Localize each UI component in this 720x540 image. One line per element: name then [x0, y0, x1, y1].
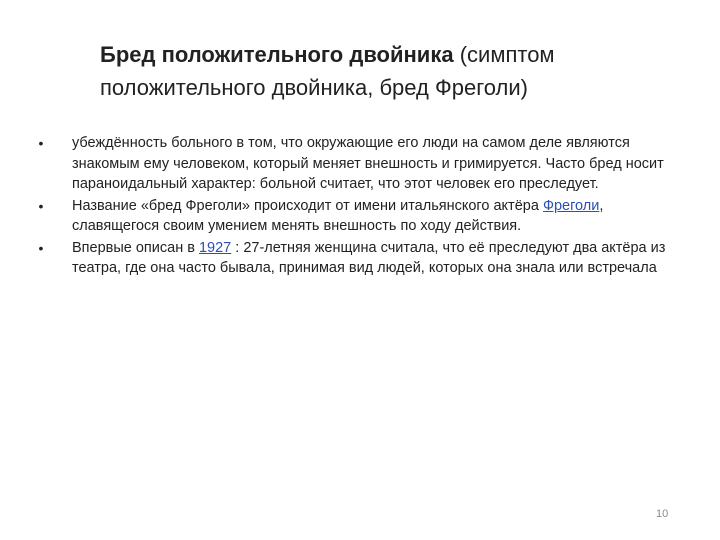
link-1927[interactable]: 1927 — [198, 239, 232, 256]
page-number: 10 — [656, 508, 669, 520]
slide-title-bold: Бред положительного двойника — [100, 42, 454, 67]
bullet-item-first-described — [36, 238, 686, 279]
bullet-text: убеждённость больного в том, что окружающие его люди на самом деле являются знакомым ему человеком, который меняет внешность и гримируется. Часто бред носит параноидальный характер: больной считает, что этот человек его преследует. — [72, 135, 664, 192]
bullet-item-name-origin — [36, 196, 686, 237]
bullet-dot-icon: • — [38, 197, 44, 214]
slide-title-rest: (симптом положительного двойника, бред Фреголи) — [100, 42, 555, 100]
bullet-dot-icon: • — [38, 239, 44, 256]
link-fregoli[interactable]: Фреголи — [542, 197, 600, 214]
bullet-item-definition — [36, 133, 686, 195]
bullet-dot-icon: • — [38, 135, 44, 151]
bullet-list — [36, 133, 686, 280]
bullet-text-before-link: Впервые описан в — [72, 239, 199, 256]
bullet-text-after-link: , славящегося своим умением менять внешность по ходу действия. — [72, 197, 604, 234]
bullet-text-after-link: : 27-летняя женщина считала, что её преследуют два актёра из театра, где она часто бывала, принимая вид людей, которых она знала или встречала — [72, 239, 666, 276]
slide-title — [100, 38, 660, 104]
bullet-text-before-link: Название «бред Фреголи» происходит от имени итальянского актёра — [72, 197, 543, 214]
